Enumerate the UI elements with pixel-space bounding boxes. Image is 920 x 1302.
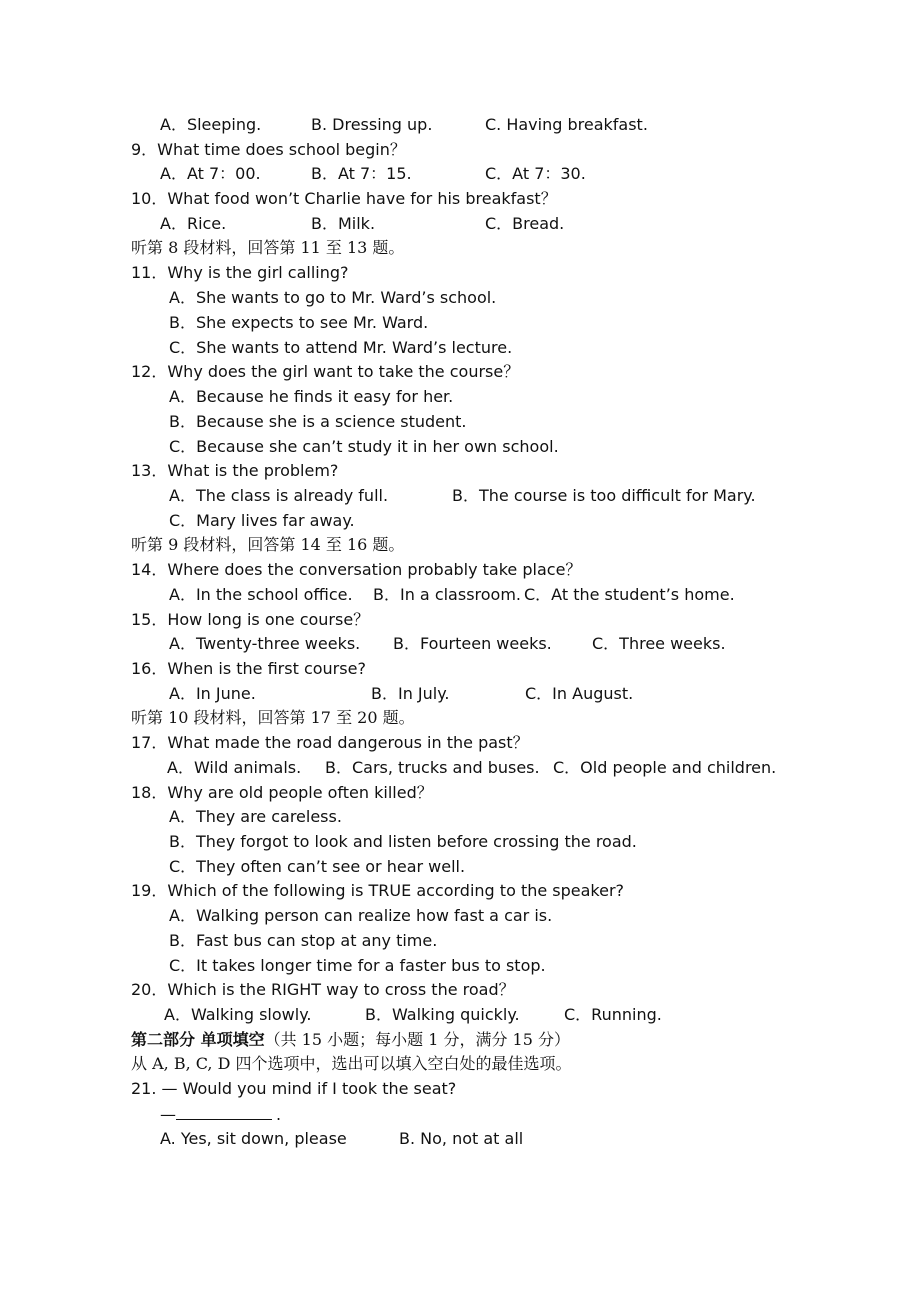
question-21: 21. — Would you mind if I took the seat? [131, 1079, 457, 1098]
option: A. Yes, sit down, please [160, 1129, 347, 1148]
option: A．The class is already full. [169, 486, 389, 505]
option: C．It takes longer time for a faster bus to stop. [169, 956, 546, 975]
option: B．In July. [371, 684, 450, 703]
option: B．In a classroom. [373, 585, 522, 604]
part-instruction: 从 A, B, C, D 四个选项中，选出可以填入空白处的最佳选项。 [131, 1054, 572, 1073]
option: B．She expects to see Mr. Ward. [169, 313, 429, 332]
option: A．They are careless. [169, 807, 342, 826]
question-18: 18．Why are old people often killed？ [131, 783, 433, 802]
section-instruction: 听第 10 段材料，回答第 17 至 20 题。 [131, 708, 415, 727]
option: B．The course is too difficult for Mary. [452, 486, 756, 505]
option: C．Three weeks. [592, 634, 726, 653]
period: . [276, 1105, 282, 1124]
question-11: 11．Why is the girl calling? [131, 263, 349, 282]
question-13: 13．What is the problem? [131, 461, 339, 480]
option: C．Because she can’t study it in her own school. [169, 437, 559, 456]
option: A．In the school office. [169, 585, 353, 604]
option: C．Bread. [485, 214, 565, 233]
option: C．At the student’s home. [524, 585, 735, 604]
question-12: 12．Why does the girl want to take the course？ [131, 362, 520, 381]
dash: — [160, 1105, 176, 1124]
question-17: 17．What made the road dangerous in the past？ [131, 733, 529, 752]
option: B．Walking quickly. [365, 1005, 520, 1024]
option: A．At 7：00. [160, 164, 261, 183]
option: A．Walking slowly. [164, 1005, 312, 1024]
question-10: 10．What food won’t Charlie have for his breakfast？ [131, 189, 557, 208]
part-title: 第二部分 单项填空 [131, 1030, 265, 1049]
part-heading [131, 1030, 570, 1050]
part-scoring: （共 15 小题；每小题 1 分，满分 15 分） [264, 1030, 570, 1049]
section-instruction: 听第 8 段材料，回答第 11 至 13 题。 [131, 238, 405, 257]
option: C．At 7：30. [485, 164, 586, 183]
question-20: 20．Which is the RIGHT way to cross the road？ [131, 980, 515, 999]
option: B．Cars, trucks and buses. [325, 758, 540, 777]
answer-blank [176, 1104, 272, 1120]
section-instruction: 听第 9 段材料，回答第 14 至 16 题。 [131, 535, 405, 554]
option: C. Having breakfast. [485, 115, 648, 134]
question-15: 15．How long is one course？ [131, 610, 370, 629]
option: A．Rice. [160, 214, 227, 233]
option: B. Dressing up. [311, 115, 433, 134]
option: A．Twenty-three weeks. [169, 634, 361, 653]
option: B．Fourteen weeks. [393, 634, 552, 653]
option: B．They forgot to look and listen before crossing the road. [169, 832, 637, 851]
option: A．Wild animals. [167, 758, 302, 777]
option: C．They often can’t see or hear well. [169, 857, 466, 876]
option: B．Fast bus can stop at any time. [169, 931, 438, 950]
option: A．Because he finds it easy for her. [169, 387, 454, 406]
option: A．In June. [169, 684, 256, 703]
option: A．Walking person can realize how fast a car is. [169, 906, 553, 925]
option: B．Because she is a science student. [169, 412, 467, 431]
option: C．She wants to attend Mr. Ward’s lecture. [169, 338, 513, 357]
option: C．Old people and children. [553, 758, 777, 777]
question-16: 16．When is the first course? [131, 659, 366, 678]
question-9: 9．What time does school begin？ [131, 140, 406, 159]
option: C．In August. [525, 684, 634, 703]
question-19: 19．Which of the following is TRUE according to the speaker? [131, 881, 625, 900]
answer-line [160, 1104, 281, 1124]
option: A．She wants to go to Mr. Ward’s school. [169, 288, 497, 307]
option: B．Milk. [311, 214, 376, 233]
question-14: 14．Where does the conversation probably take place？ [131, 560, 582, 579]
option: C．Mary lives far away. [169, 511, 355, 530]
option: A．Sleeping. [160, 115, 262, 134]
option: B．At 7：15. [311, 164, 412, 183]
option: C．Running. [564, 1005, 662, 1024]
option: B. No, not at all [399, 1129, 524, 1148]
